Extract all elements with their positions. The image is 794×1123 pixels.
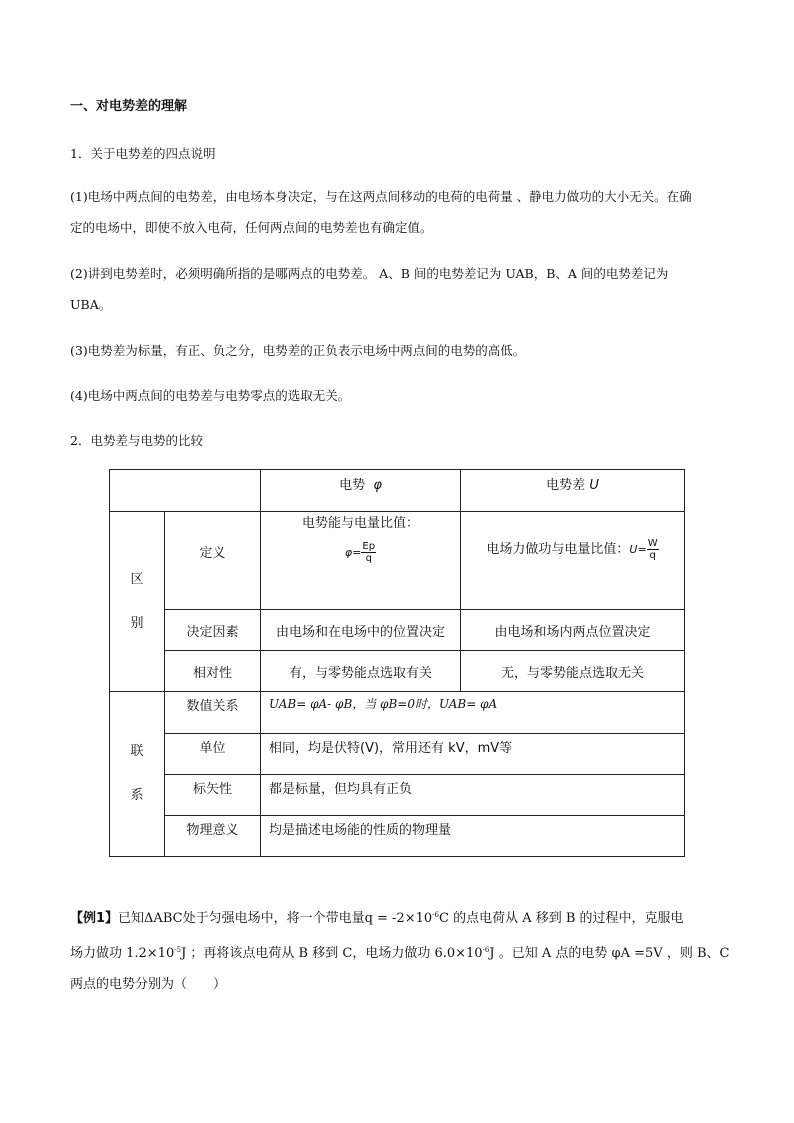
- factor-difference: 由电场和场内两点位置决定: [461, 610, 685, 651]
- example-label: 【例1】: [70, 911, 119, 926]
- example-line-1: 【例1】已知ΔABC处于匀强电场中，将一个带电量$q = -2\times 10^{-6}C$ 的点电荷从 A 移到 B 的过程中，克服电: [70, 911, 684, 926]
- point-2-line-1: (2)讲到电势差时，必须明确所指的是哪两点的电势差。 A、B 间的电势差记为 UAB，B、A 间的电势差记为: [70, 266, 669, 281]
- table-row-unit: [110, 734, 685, 775]
- row-label-meaning: 物理意义: [165, 816, 261, 857]
- row-label-numeric: 数值关系: [165, 692, 261, 734]
- point-1-line-1: (1)电场中两点间的电势差，由电场本身决定，与在这两点间移动的电荷的电荷量 、静电力做功的大小无关。在确: [70, 189, 692, 204]
- example-line-3: 两点的电势分别为（ ）: [70, 977, 227, 992]
- table-row-definition: [110, 512, 685, 610]
- header-potential: 电势 φ: [261, 470, 461, 512]
- subsection-title-1: 1．关于电势差的四点说明: [70, 146, 216, 161]
- point-1-line-2: 定的电场中，即使不放入电荷，任何两点间的电势差也有确定值。: [70, 220, 433, 235]
- row-label-definition: 定义: [165, 512, 261, 610]
- table-row-meaning: [110, 816, 685, 857]
- comparison-table: [109, 469, 685, 857]
- section-title: 一、对电势差的理解: [70, 99, 188, 114]
- meaning-relation: 均是描述电场能的性质的物理量: [261, 816, 685, 857]
- row-label-vector: 标矢性: [165, 775, 261, 816]
- row-label-relative: 相对性: [165, 651, 261, 692]
- point-2-line-2: UBA。: [70, 297, 112, 312]
- row-label-factor: 决定因素: [165, 610, 261, 651]
- table-header-row: [110, 470, 685, 512]
- example-line-2: 场力做功 $1.2\times 10^{-5}J$ ；再将该点电荷从 B 移到 C，电场力做功 $6.0\times 10^{-6}J$ 。已知 A 点的电势 φA =5V ，则 B、C: [70, 946, 730, 961]
- group-label-relation: 联 系: [110, 692, 165, 857]
- group-label-difference: 区 别: [110, 512, 165, 692]
- relative-potential: 有，与零势能点选取有关: [261, 651, 461, 692]
- table-row-factor: [110, 610, 685, 651]
- point-4: (4)电场中两点间的电势差与电势零点的选取无关。: [70, 388, 351, 403]
- table-row-relative: [110, 651, 685, 692]
- header-empty-cell: [110, 470, 261, 512]
- row-label-unit: 单位: [165, 734, 261, 775]
- definition-potential: 电势能与电量比值： φ= $\frac{Ep}{q}$: [261, 512, 461, 610]
- definition-difference: 电场力做功与电量比值：U= $\frac{W}{q}$: [461, 512, 685, 610]
- subsection-title-2: 2．电势差与电势的比较: [70, 433, 203, 448]
- relative-difference: 无，与零势能点选取无关: [461, 651, 685, 692]
- header-difference: 电势差 U: [461, 470, 685, 512]
- vector-relation: 都是标量，但均具有正负: [261, 775, 685, 816]
- table-row-vector: [110, 775, 685, 816]
- table-row-numeric: [110, 692, 685, 734]
- unit-relation: 相同，均是伏特(V)，常用还有 kV，mV等: [261, 734, 685, 775]
- factor-potential: 由电场和在电场中的位置决定: [261, 610, 461, 651]
- point-3: (3)电势差为标量，有正、负之分，电势差的正负表示电场中两点间的电势的高低。: [70, 343, 526, 358]
- numeric-relation: UAB= φA- φB，当 φB=0时，UAB= φA: [261, 692, 685, 734]
